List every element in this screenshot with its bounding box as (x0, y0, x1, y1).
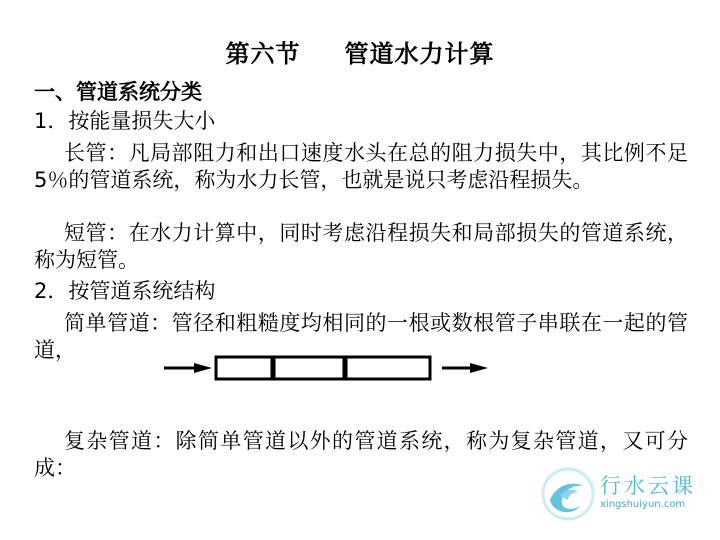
section-title: 管道水力计算 (344, 40, 495, 68)
simple-pipe-diagram (160, 352, 500, 388)
subheading-energy-loss: 1．按能量损失大小 (34, 109, 216, 133)
paragraph-simple-pipe: 简单管道：管径和粗糙度均相同的一根或数根管子串联在一起的管道， (34, 311, 688, 362)
section-number: 第六节 (225, 40, 301, 68)
outflow-arrow (442, 363, 488, 373)
inflow-arrow (164, 363, 212, 373)
watermark-url: xingshuiyun.com (600, 499, 686, 510)
pipe-segment-3 (346, 357, 430, 379)
watermark-logo (540, 466, 710, 524)
pipe-segments (216, 357, 430, 379)
watermark-brand: 行水云课 (600, 474, 696, 498)
subheading-pipe-structure: 2．按管道系统结构 (34, 279, 216, 303)
pipe-segment-1 (216, 357, 272, 379)
paragraph-long-pipe: 长管：凡局部阻力和出口速度水头在总的阻力损失中，其比例不足5％的管道系统，称为水力长管，也就是说只考虑沿程损失。 (34, 141, 688, 192)
heading-pipe-classification: 一、管道系统分类 (34, 80, 202, 104)
wave-logo-icon (540, 466, 596, 522)
paragraph-complex-pipe: 复杂管道：除简单管道以外的管道系统，称为复杂管道，又可分成： (34, 429, 688, 480)
pipe-segment-2 (274, 357, 344, 379)
page-title (0, 34, 720, 69)
paragraph-short-pipe: 短管：在水力计算中，同时考虑沿程损失和局部损失的管道系统，称为短管。 (34, 221, 688, 272)
